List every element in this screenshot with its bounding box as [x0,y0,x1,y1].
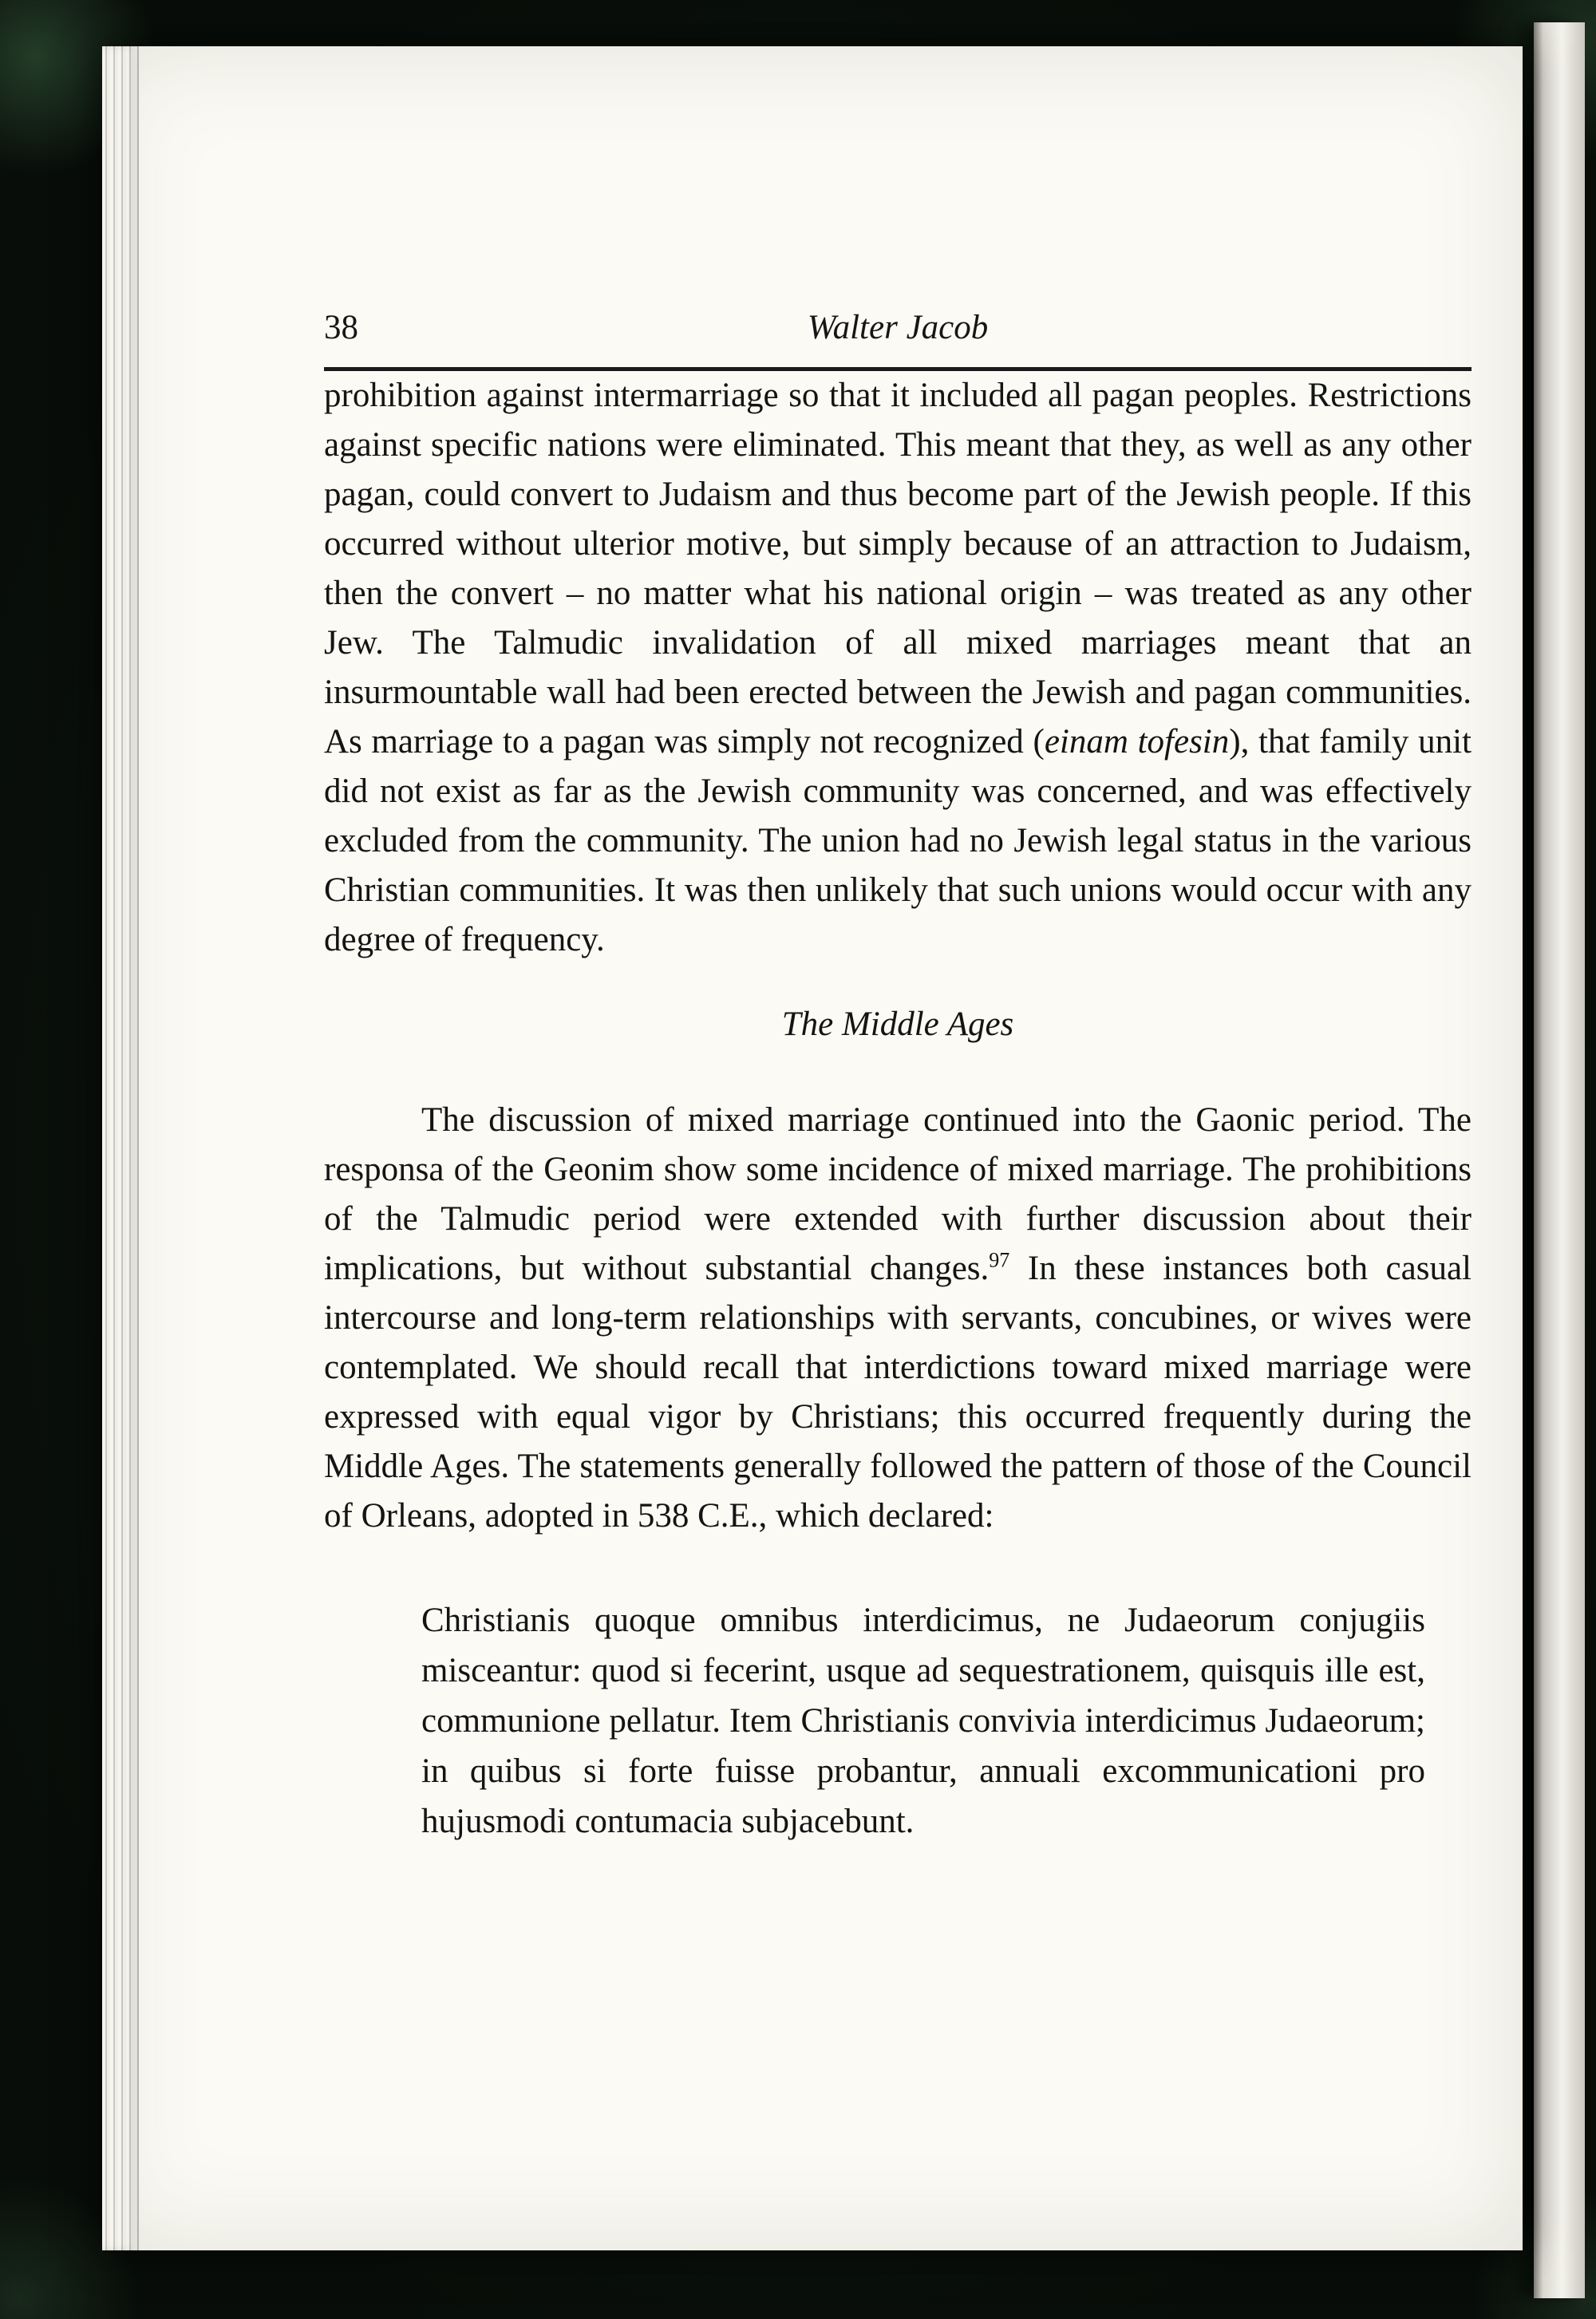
facing-page-edge [1534,22,1585,2298]
paragraph2-text-b: In these instances both casual intercourse and long-term relationships with servants, concubines, or wives were contemplated. We should recall that interdictions toward mixed marriage were expressed with equal vigor by Christians; this occurred frequently during the Middle Ages. The statements generally followed the pattern of those of the Council of Orleans, adopted in 538 C.E., which declared: [324,1250,1472,1535]
italic-term: einam tofesin [1044,723,1230,760]
section-heading: The Middle Ages [781,1005,1014,1043]
page-content [324,308,1472,1847]
latin-quote: Christianis quoque omnibus interdicimus, ne Judaeorum conjugiis misceantur: quod si fecerint, usque ad sequestrationem, quisquis ille est, communione pellatur. Item Christianis convivia interdicimus Judaeorum; in quibus si forte fuisse probantur, annuali excommunicationi pro hujusmodi contumacia subjacebunt. [421,1602,1425,1840]
body-paragraph-1 [324,371,1472,965]
paragraph1-text-a: prohibition against intermarriage so that it included all pagan peoples. Restrictions against specific nations were eliminated. This meant that they, as well as any other pagan, could convert to Judaism and thus become part of the Jewish people. If this occurred without ulterior motive, but simply because of an attraction to Judaism, then the convert – no matter what his national origin – was treated as any other Jew. The Talmudic invalidation of all mixed marriages meant that an insurmountable wall had been erected between the Jewish and pagan communities. As marriage to a pagan was simply not recognized ( [324,377,1472,760]
book-page [102,46,1523,2250]
stacked-page-edges [102,46,139,2250]
paragraph2-text-a: The discussion of mixed marriage continued into the Gaonic period. The responsa of the Geonim show some incidence of mixed marriage. The prohibitions of the Talmudic period were extended with further discussion about their implications, but without substantial changes. [324,1101,1472,1287]
footnote-reference: 97 [989,1248,1010,1272]
body-paragraph-2 [324,1096,1472,1541]
running-header-title: Walter Jacob [807,309,989,346]
running-header [324,308,1472,358]
paragraph1-text-b: ), that family unit did not exist as far as the Jewish community was concerned, and was effectively excluded from the community. The union had no Jewish legal status in the various Christian communities. It was then unlikely that such unions would occur with any degree of frequency. [324,723,1472,958]
page-number: 38 [324,309,358,346]
